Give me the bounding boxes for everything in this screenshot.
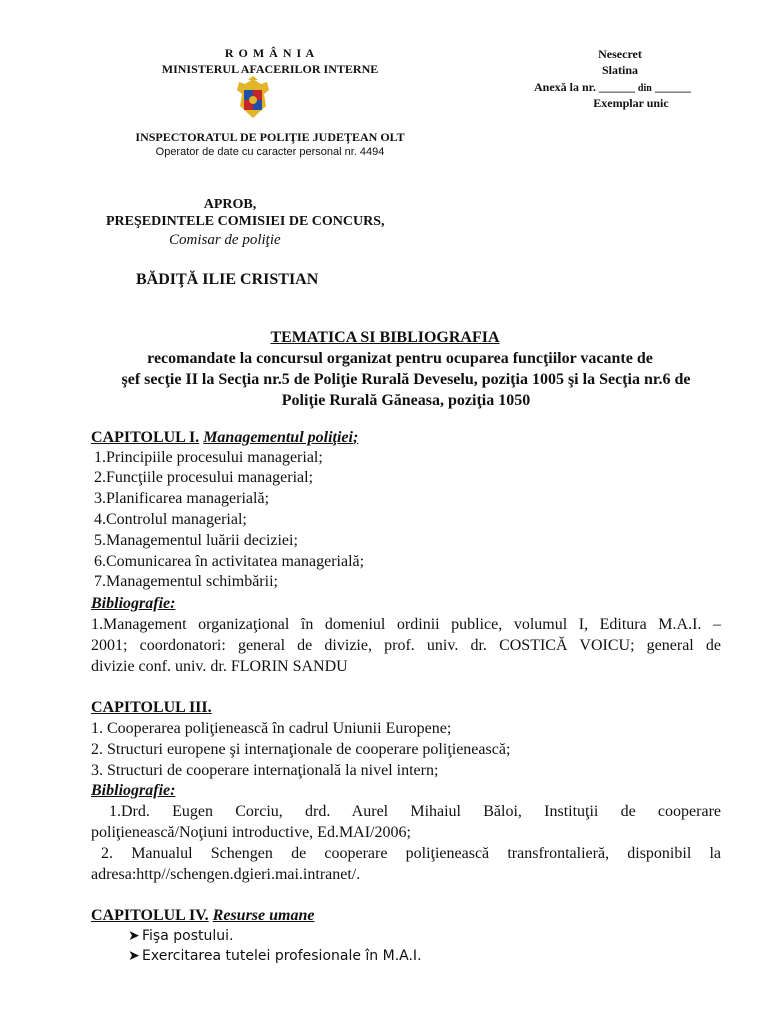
annex-suffix: ______ [654, 80, 691, 94]
approval-rank: Comisar de poliţie [169, 232, 281, 248]
chapter-1-name: Managementul poliţiei [203, 429, 353, 446]
list-item: 2.Funcţiile procesului managerial; [94, 469, 314, 486]
bullet-text: Exercitarea tutelei profesionale în M.A.I. [142, 948, 422, 964]
list-item: 1. Cooperarea poliţienească în cadrul Uniunii Europene; [91, 720, 452, 737]
chapter-1-bibliography-label: Bibliografie: [91, 595, 176, 612]
title-line-1: recomandate la concursul organizat pentru ocuparea funcţiilor vacante de [147, 350, 653, 367]
approval-heading: APROB, [203, 197, 257, 212]
chapter-1-bib-line-2: 2001; coordonatori: general de divizie, prof. univ. dr. COSTICĂ VOICU; general de [91, 637, 721, 654]
classification: Nesecret [598, 47, 642, 61]
chapter-3-bib-2-line-2: adresa:http//schengen.dgieri.mai.intranet/. [91, 866, 361, 883]
list-item: 1.Principiile procesului managerial; [94, 449, 323, 466]
list-item: 3. Structuri de cooperare internaţională la nivel intern; [91, 762, 439, 779]
approver-name: BĂDIŢĂ ILIE CRISTIAN [136, 271, 319, 288]
chapter-3-bibliography-label: Bibliografie: [91, 782, 176, 799]
chapter-4-label: CAPITOLUL IV. [91, 907, 209, 924]
list-item: 3.Planificarea managerială; [94, 490, 270, 507]
country-name: R O M Â N I A [224, 46, 316, 60]
arrow-bullet-icon: ➤ [128, 928, 140, 944]
operator-number: Operator de date cu caracter personal nr. 4494 [155, 146, 385, 158]
list-item: 7.Managementul schimbării; [94, 573, 278, 590]
list-item: 4.Controlul managerial; [94, 511, 247, 528]
document-title: TEMATICA SI BIBLIOGRAFIA [270, 329, 500, 346]
chapter-3-bib-1-line-1: 1.Drd. Eugen Corciu, drd. Aurel Mihaiul Băloi, Instituţii de cooperare [109, 803, 721, 820]
approval-role: PREŞEDINTELE COMISIEI DE CONCURS, [106, 214, 385, 229]
list-item [128, 927, 233, 945]
bullet-text: Fişa postului. [142, 928, 234, 944]
chapter-4-heading [91, 905, 314, 926]
list-item: 2. Structuri europene şi internaţionale de cooperare poliţienească; [91, 741, 511, 758]
copy-label: Exemplar unic [593, 96, 669, 110]
chapter-1-bib-line-3: divizie conf. univ. dr. FLORIN SANDU [91, 658, 348, 675]
list-item [128, 947, 422, 965]
arrow-bullet-icon: ➤ [128, 948, 140, 964]
title-line-2: şef secţie II la Secţia nr.5 de Poliţie Rurală Deveselu, poziţia 1005 şi la Secţia nr.6 de [121, 371, 691, 388]
chapter-3-heading: CAPITOLUL III. [91, 699, 212, 716]
romanian-coat-of-arms-icon [231, 76, 275, 120]
annex-line [534, 80, 691, 96]
city: Slatina [601, 63, 638, 77]
chapter-3-bib-2-line-1: 2. Manualul Schengen de cooperare poliţienească transfrontalieră, disponibil la [101, 845, 721, 862]
chapter-1-heading [91, 427, 358, 448]
chapter-1-bib-line-1: 1.Management organizaţional în domeniul ordinii publice, volumul I, Editura M.A.I. – [91, 616, 721, 633]
annex-din: din [637, 83, 652, 94]
chapter-4-name: Resurse umane [212, 907, 315, 924]
chapter-1-name-suffix: ; [352, 429, 359, 446]
annex-prefix: Anexă la nr. ______ [534, 80, 635, 94]
inspectorate-name: INSPECTORATUL DE POLIŢIE JUDEŢEAN OLT [135, 130, 405, 144]
list-item: 6.Comunicarea în activitatea managerială; [94, 553, 365, 570]
list-item: 5.Managementul luării deciziei; [94, 532, 298, 549]
title-line-3: Poliţie Rurală Găneasa, poziţia 1050 [281, 392, 531, 409]
chapter-3-bib-1-line-2: poliţienească/Noţiuni introductive, Ed.MAI/2006; [91, 824, 411, 841]
chapter-1-label: CAPITOLUL I. [91, 429, 200, 446]
ministry-name: MINISTERUL AFACERILOR INTERNE [161, 62, 379, 76]
